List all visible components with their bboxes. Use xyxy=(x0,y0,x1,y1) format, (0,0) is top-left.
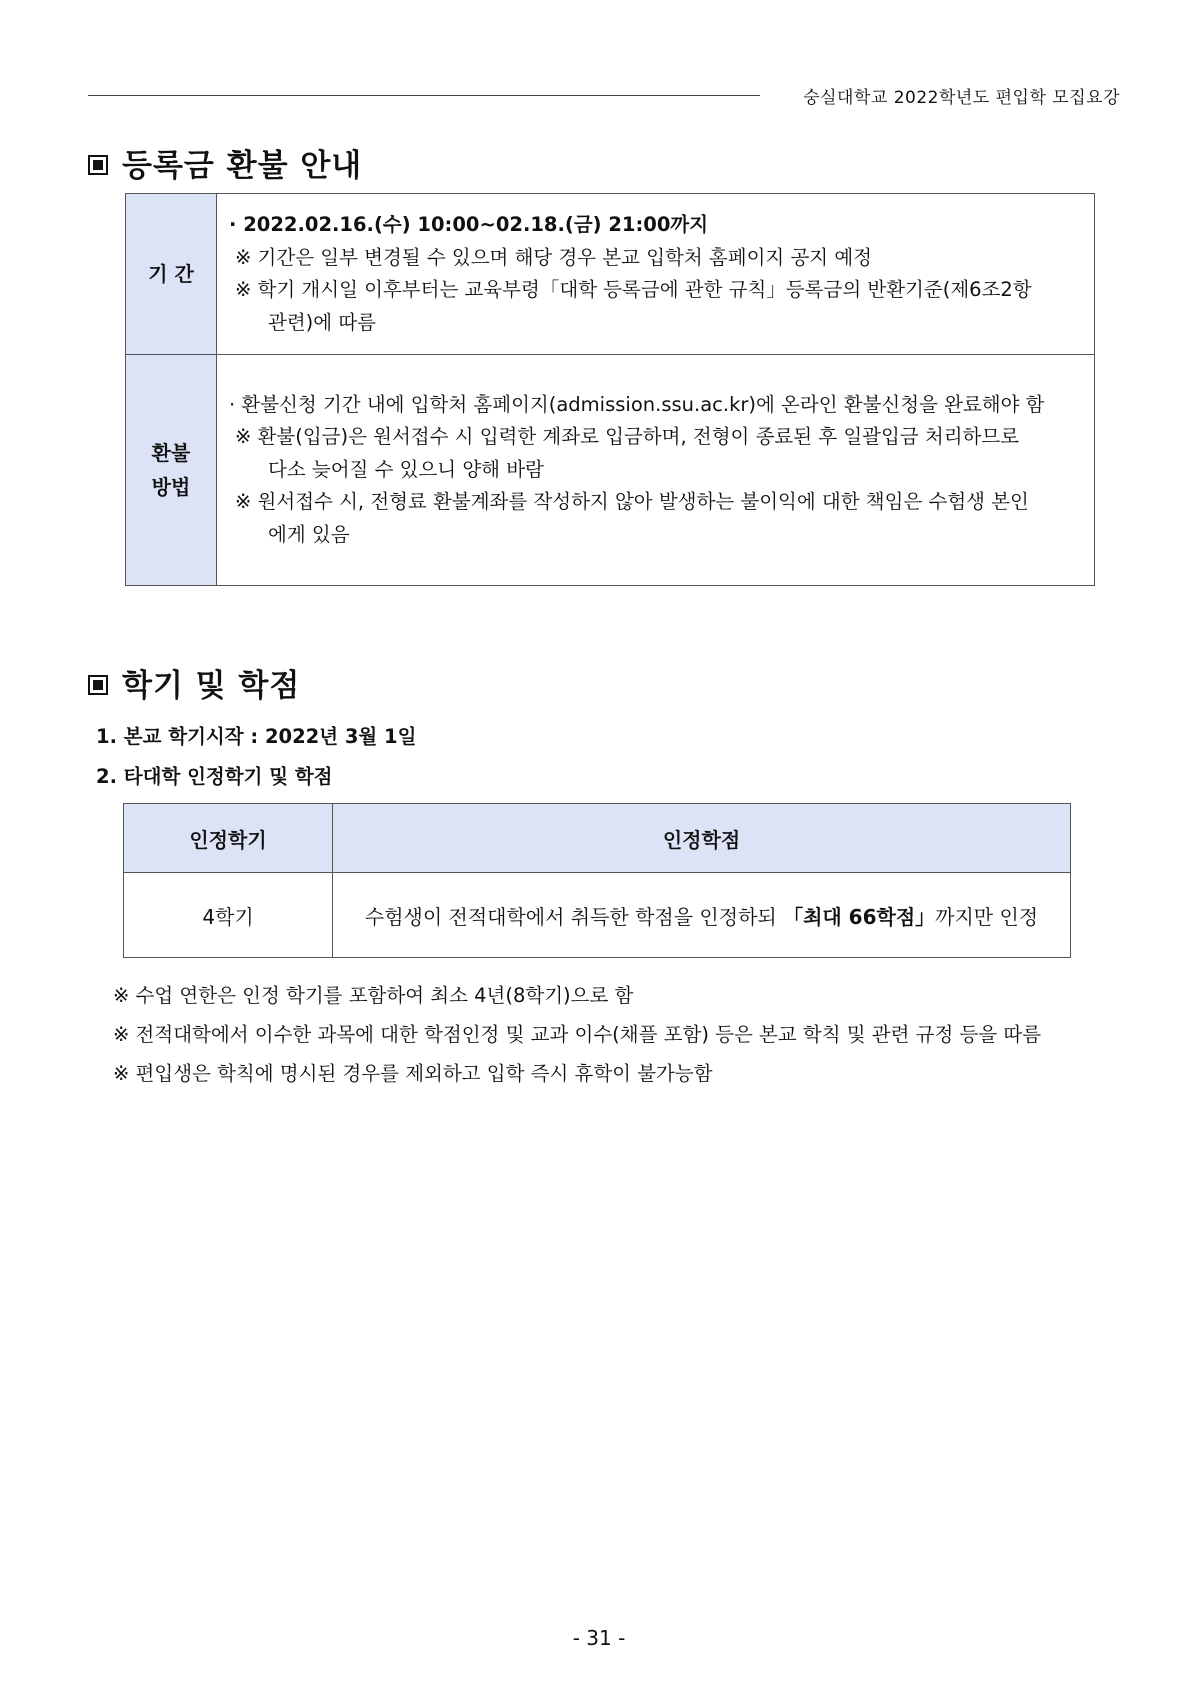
method-line: · 환불신청 기간 내에 입학처 홈페이지(admission.ssu.ac.kr)에 온라인 환불신청을 완료해야 함 xyxy=(229,392,1045,416)
method-label-2: 방법 xyxy=(151,475,191,499)
method-note-1-cont: 다소 늦어질 수 있으니 양해 바람 xyxy=(268,457,544,481)
row-content-period xyxy=(217,194,1095,355)
cell-credit xyxy=(333,873,1071,958)
method-note-2-cont: 에게 있음 xyxy=(268,522,350,546)
section-title-semester xyxy=(88,660,300,705)
period-line: · 2022.02.16.(수) 10:00~02.18.(금) 21:00까지 xyxy=(229,213,709,236)
col-header-semester: 인정학기 xyxy=(124,804,333,873)
row-label-period: 기 간 xyxy=(126,194,217,355)
transfer-credit-item: 2. 타대학 인정학기 및 학점 xyxy=(96,765,333,788)
table-row xyxy=(126,355,1095,586)
note-item: ※ 편입생은 학칙에 명시된 경우를 제외하고 입학 즉시 휴학이 불가능함 xyxy=(113,1062,713,1085)
note-item: ※ 전적대학에서 이수한 과목에 대한 학점인정 및 교과 이수(채플 포함) 등은 본교 학칙 및 관련 규정 등을 따름 xyxy=(113,1023,1042,1046)
col-header-credit: 인정학점 xyxy=(333,804,1071,873)
header-title: 숭실대학교 2022학년도 편입학 모집요강 xyxy=(803,88,1120,108)
page-number: - 31 - xyxy=(572,1626,626,1650)
credit-text-bold: 「최대 66학점」 xyxy=(783,904,936,929)
row-label-method xyxy=(126,355,217,586)
square-bullet-icon xyxy=(88,155,108,175)
table-row xyxy=(126,194,1095,355)
method-note-2: ※ 원서접수 시, 전형료 환불계좌를 작성하지 않아 발생하는 불이익에 대한 책임은 수험생 본인 xyxy=(235,490,1029,514)
period-note-2-cont: 관련)에 따름 xyxy=(268,310,376,334)
square-bullet-icon xyxy=(88,675,108,695)
table-row xyxy=(124,873,1071,958)
section-title-refund xyxy=(88,140,362,185)
row-content-method xyxy=(217,355,1095,586)
period-note-1: ※ 기간은 일부 변경될 수 있으며 해당 경우 본교 입학처 홈페이지 공지 예정 xyxy=(235,245,872,269)
period-note-2: ※ 학기 개시일 이후부터는 교육부령「대학 등록금에 관한 규칙」등록금의 반환기준(제6조2항 xyxy=(235,278,1032,301)
cell-semester: 4학기 xyxy=(124,873,333,958)
note-item: ※ 수업 연한은 인정 학기를 포함하여 최소 4년(8학기)으로 함 xyxy=(113,984,634,1007)
credit-text-pre: 수험생이 전적대학에서 취득한 학점을 인정하되 xyxy=(364,904,777,929)
section-title-text: 등록금 환불 안내 xyxy=(122,148,363,184)
section-title-text: 학기 및 학점 xyxy=(122,668,301,704)
header-rule xyxy=(88,95,760,96)
refund-table xyxy=(125,193,1095,586)
credit-table xyxy=(123,803,1071,958)
semester-start-item: 1. 본교 학기시작 : 2022년 3월 1일 xyxy=(96,725,417,748)
credit-text-post: 까지만 인정 xyxy=(935,904,1039,929)
method-note-1: ※ 환불(입금)은 원서접수 시 입력한 계좌로 입금하며, 전형이 종료된 후 일괄입금 처리하므로 xyxy=(235,425,1020,449)
table-header-row xyxy=(124,804,1071,873)
method-label-1: 환불 xyxy=(151,441,191,465)
